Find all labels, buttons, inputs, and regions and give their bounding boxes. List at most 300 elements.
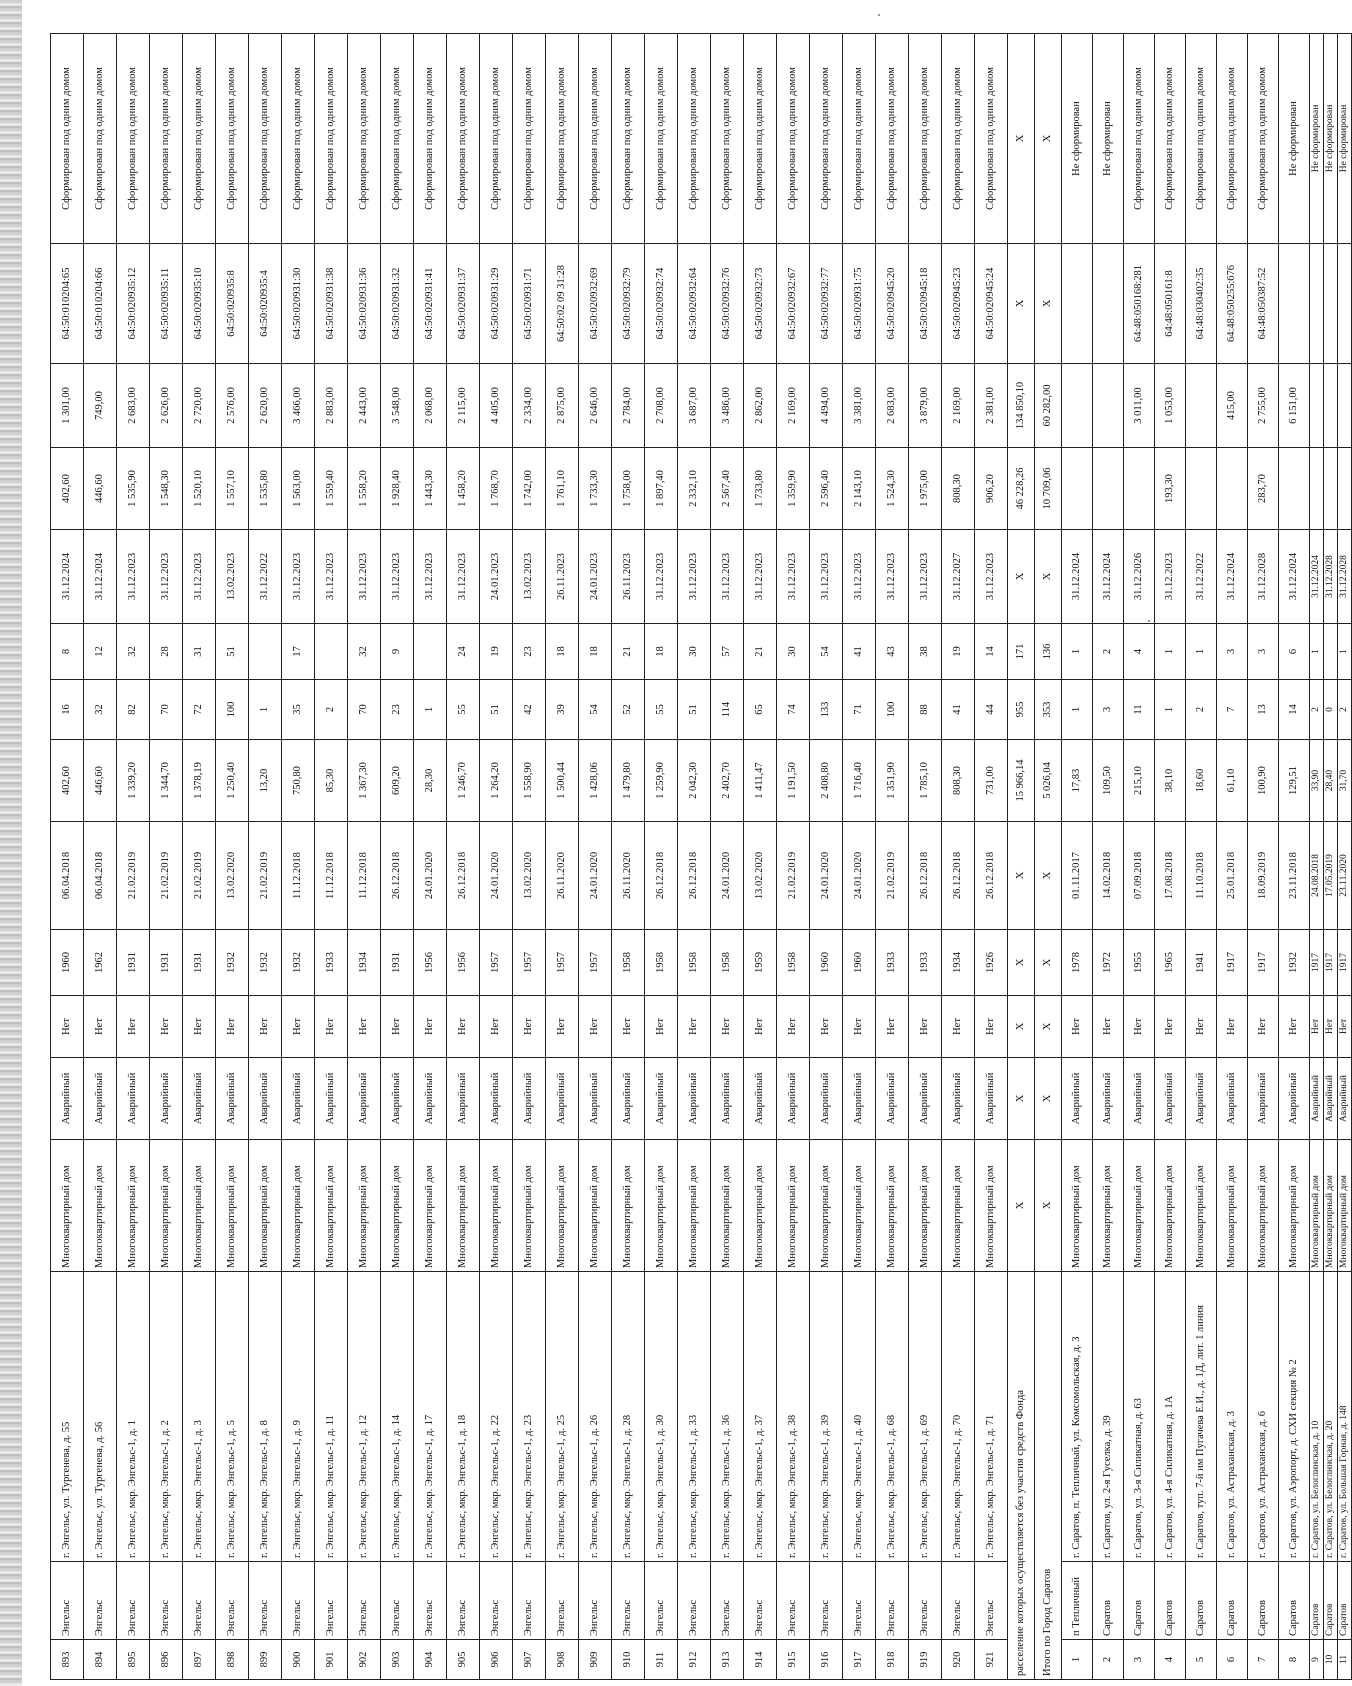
apartments-count-cell: 31 bbox=[183, 624, 216, 680]
row-number-cell: 893 bbox=[51, 1640, 84, 1680]
residents-count-cell: 54 bbox=[579, 680, 612, 740]
condition-cell: Аварийный bbox=[546, 1058, 579, 1140]
cadastre-number-cell: 64:50:020935:8 bbox=[216, 244, 249, 364]
apartments-count-cell: 1 bbox=[1062, 624, 1093, 680]
land-status-cell: Сформирован под одним домом bbox=[447, 34, 480, 244]
city-cell: Энгельс bbox=[315, 1562, 348, 1640]
recognition-date-cell: 24.01.2020 bbox=[579, 822, 612, 930]
summary-x-cell: X bbox=[1035, 930, 1062, 996]
table-row bbox=[645, 34, 678, 1680]
table-row bbox=[942, 34, 975, 1680]
address-cell: г. Саратов, ул. 3-я Силикатная, д. 63 bbox=[1124, 1272, 1155, 1562]
document-page bbox=[50, 34, 1349, 1680]
land-status-cell: Сформирован под одним домом bbox=[1155, 34, 1186, 244]
cadastre-number-cell: 64:50:02 09 31:28 bbox=[546, 244, 579, 364]
year-built-cell: 1932 bbox=[216, 930, 249, 996]
deadline-cell: 31.12.2023 bbox=[1155, 530, 1186, 624]
recognition-date-cell: 24.01.2020 bbox=[711, 822, 744, 930]
apartments-count-cell: 19 bbox=[480, 624, 513, 680]
deadline-cell: 24.01.2023 bbox=[480, 530, 513, 624]
table-row bbox=[909, 34, 942, 1680]
recognition-date-cell: 13.02.2020 bbox=[513, 822, 546, 930]
year-built-cell: 1958 bbox=[777, 930, 810, 996]
cadastre-number-cell: 64:50:020932:79 bbox=[612, 244, 645, 364]
resettled-area-cell: 402,60 bbox=[51, 740, 84, 822]
year-built-cell: 1956 bbox=[414, 930, 447, 996]
building-type-cell: Многоквартирный дом bbox=[1155, 1140, 1186, 1272]
total-area-cell: 193,30 bbox=[1155, 448, 1186, 530]
residents-count-cell: 1 bbox=[1155, 680, 1186, 740]
land-area-cell bbox=[1310, 364, 1324, 448]
condition-cell: Аварийный bbox=[414, 1058, 447, 1140]
total-area-cell bbox=[1279, 448, 1310, 530]
resettled-area-cell: 1 250,40 bbox=[216, 740, 249, 822]
apartments-count-cell: 24 bbox=[447, 624, 480, 680]
residents-count-cell: 114 bbox=[711, 680, 744, 740]
flag-cell: Нет bbox=[876, 996, 909, 1058]
total-area-cell: 1 768,70 bbox=[480, 448, 513, 530]
building-type-cell: Многоквартирный дом bbox=[876, 1140, 909, 1272]
flag-cell: Нет bbox=[51, 996, 84, 1058]
recognition-date-cell: 11.12.2018 bbox=[315, 822, 348, 930]
land-area-cell: 2 683,00 bbox=[117, 364, 150, 448]
residents-count-cell: 88 bbox=[909, 680, 942, 740]
address-cell: г. Саратов, ул. Аэропорт, д. СХИ секция № 2 bbox=[1279, 1272, 1310, 1562]
building-type-cell: Многоквартирный дом bbox=[282, 1140, 315, 1272]
recognition-date-cell: 25.01.2018 bbox=[1217, 822, 1248, 930]
address-cell: г. Энгельс, мкр. Энгельс-1, д. 8 bbox=[249, 1272, 282, 1562]
condition-cell: Аварийный bbox=[942, 1058, 975, 1140]
total-area-cell: 1 559,40 bbox=[315, 448, 348, 530]
recognition-date-cell: 18.09.2019 bbox=[1248, 822, 1279, 930]
year-built-cell: 1931 bbox=[381, 930, 414, 996]
address-cell: г. Энгельс, мкр. Энгельс-1, д. 38 bbox=[777, 1272, 810, 1562]
deadline-cell: 31.12.2023 bbox=[645, 530, 678, 624]
recognition-date-cell: 06.04.2018 bbox=[84, 822, 117, 930]
table-row bbox=[1093, 34, 1124, 1680]
table-row bbox=[810, 34, 843, 1680]
address-cell: г. Энгельс, мкр. Энгельс-1, д. 9 bbox=[282, 1272, 315, 1562]
residents-count-cell: 35 bbox=[282, 680, 315, 740]
land-area-cell: 2 115,00 bbox=[447, 364, 480, 448]
land-area-cell: 749,00 bbox=[84, 364, 117, 448]
residents-count-cell: 55 bbox=[447, 680, 480, 740]
land-area-cell: 3 011,00 bbox=[1124, 364, 1155, 448]
recognition-date-cell: 24.01.2020 bbox=[414, 822, 447, 930]
building-type-cell: Многоквартирный дом bbox=[183, 1140, 216, 1272]
recognition-date-cell: 23.11.2020 bbox=[1338, 822, 1352, 930]
summary-x-cell: X bbox=[1035, 34, 1062, 244]
recognition-date-cell: 13.02.2020 bbox=[744, 822, 777, 930]
land-status-cell: Сформирован под одним домом bbox=[51, 34, 84, 244]
building-type-cell: Многоквартирный дом bbox=[315, 1140, 348, 1272]
cadastre-number-cell bbox=[1062, 244, 1093, 364]
deadline-cell: 31.12.2024 bbox=[1062, 530, 1093, 624]
table-row bbox=[711, 34, 744, 1680]
year-built-cell: 1978 bbox=[1062, 930, 1093, 996]
condition-cell: Аварийный bbox=[1124, 1058, 1155, 1140]
summary-x-cell: X bbox=[1035, 822, 1062, 930]
resettled-area-cell: 109,50 bbox=[1093, 740, 1124, 822]
year-built-cell: 1917 bbox=[1248, 930, 1279, 996]
deadline-cell: 31.12.2023 bbox=[909, 530, 942, 624]
table-row bbox=[480, 34, 513, 1680]
resettled-area-cell: 1 378,19 bbox=[183, 740, 216, 822]
condition-cell: Аварийный bbox=[1310, 1058, 1324, 1140]
residents-count-cell: 51 bbox=[480, 680, 513, 740]
condition-cell: Аварийный bbox=[744, 1058, 777, 1140]
cadastre-number-cell: 64:50:020935:10 bbox=[183, 244, 216, 364]
apartments-count-cell: 17 bbox=[282, 624, 315, 680]
total-area-cell bbox=[1062, 448, 1093, 530]
address-cell: г. Саратов, туп. 7-й им Пугачева Е.И., д. 1Д, лит. 1 линия bbox=[1186, 1272, 1217, 1562]
residents-count-cell: 52 bbox=[612, 680, 645, 740]
year-built-cell: 1960 bbox=[810, 930, 843, 996]
total-area-cell: 1 443,30 bbox=[414, 448, 447, 530]
apartments-count-cell: 1 bbox=[1310, 624, 1324, 680]
table-row bbox=[1217, 34, 1248, 1680]
address-cell: г. Энгельс, мкр. Энгельс-1, д. 26 bbox=[579, 1272, 612, 1562]
deadline-cell: 31.12.2023 bbox=[414, 530, 447, 624]
address-cell: г. Саратов, ул. 2-я Гуселка, д. 39 bbox=[1093, 1272, 1124, 1562]
land-area-cell: 1 053,00 bbox=[1155, 364, 1186, 448]
deadline-cell: 31.12.2024 bbox=[1310, 530, 1324, 624]
building-type-cell: Многоквартирный дом bbox=[1324, 1140, 1338, 1272]
land-status-cell: Сформирован под одним домом bbox=[249, 34, 282, 244]
city-cell: Энгельс bbox=[909, 1562, 942, 1640]
row-number-cell: 896 bbox=[150, 1640, 183, 1680]
deadline-cell: 31.12.2023 bbox=[315, 530, 348, 624]
cadastre-number-cell: 64:50:020931:36 bbox=[348, 244, 381, 364]
condition-cell: Аварийный bbox=[282, 1058, 315, 1140]
apartments-count-cell bbox=[1324, 624, 1338, 680]
summary-row bbox=[1035, 34, 1062, 1680]
total-area-cell: 2 332,10 bbox=[678, 448, 711, 530]
summary-x-cell: X bbox=[1035, 1140, 1062, 1272]
recognition-date-cell: 13.02.2020 bbox=[216, 822, 249, 930]
address-cell: г. Энгельс, мкр. Энгельс-1, д. 3 bbox=[183, 1272, 216, 1562]
year-built-cell: 1933 bbox=[315, 930, 348, 996]
table-row bbox=[1155, 34, 1186, 1680]
residents-count-cell: 13 bbox=[1248, 680, 1279, 740]
resettled-area-cell: 2 408,80 bbox=[810, 740, 843, 822]
recognition-date-cell: 24.01.2020 bbox=[480, 822, 513, 930]
land-status-cell: Сформирован под одним домом bbox=[183, 34, 216, 244]
building-type-cell: Многоквартирный дом bbox=[975, 1140, 1008, 1272]
row-number-cell: 917 bbox=[843, 1640, 876, 1680]
year-built-cell: 1917 bbox=[1217, 930, 1248, 996]
row-number-cell: 901 bbox=[315, 1640, 348, 1680]
city-cell: Энгельс bbox=[216, 1562, 249, 1640]
summary-row bbox=[1008, 34, 1035, 1680]
land-status-cell: Сформирован под одним домом bbox=[942, 34, 975, 244]
row-number-cell: 905 bbox=[447, 1640, 480, 1680]
total-area-cell: 1 928,40 bbox=[381, 448, 414, 530]
address-cell: г. Энгельс, мкр. Энгельс-1, д. 17 bbox=[414, 1272, 447, 1562]
resettled-area-cell: 31,70 bbox=[1338, 740, 1352, 822]
condition-cell: Аварийный bbox=[777, 1058, 810, 1140]
resettled-area-cell: 609,20 bbox=[381, 740, 414, 822]
resettled-area-cell: 1 479,80 bbox=[612, 740, 645, 822]
land-area-cell: 2 755,00 bbox=[1248, 364, 1279, 448]
table-row bbox=[51, 34, 84, 1680]
resettled-area-cell: 38,10 bbox=[1155, 740, 1186, 822]
total-area-cell bbox=[1093, 448, 1124, 530]
building-type-cell: Многоквартирный дом bbox=[810, 1140, 843, 1272]
apartments-count-cell: 54 bbox=[810, 624, 843, 680]
apartments-count-cell: 32 bbox=[117, 624, 150, 680]
land-status-cell: Сформирован под одним домом bbox=[315, 34, 348, 244]
table-row bbox=[381, 34, 414, 1680]
building-type-cell: Многоквартирный дом bbox=[579, 1140, 612, 1272]
deadline-cell: 31.12.2024 bbox=[1093, 530, 1124, 624]
resettled-area-cell: 28,40 bbox=[1324, 740, 1338, 822]
condition-cell: Аварийный bbox=[249, 1058, 282, 1140]
resettled-area-cell: 1 428,06 bbox=[579, 740, 612, 822]
total-area-cell: 1 359,90 bbox=[777, 448, 810, 530]
table-row bbox=[1324, 34, 1338, 1680]
cadastre-number-cell: 64:50:020935:4 bbox=[249, 244, 282, 364]
total-area-cell: 1 733,80 bbox=[744, 448, 777, 530]
apartments-count-cell bbox=[414, 624, 447, 680]
deadline-cell: 31.12.2023 bbox=[348, 530, 381, 624]
residents-count-cell: 0 bbox=[1324, 680, 1338, 740]
city-cell: Энгельс bbox=[810, 1562, 843, 1640]
residents-count-cell: 7 bbox=[1217, 680, 1248, 740]
recognition-date-cell: 17.08.2018 bbox=[1155, 822, 1186, 930]
city-cell: Саратов bbox=[1338, 1562, 1352, 1640]
address-cell: г. Энгельс, мкр. Энгельс-1, д. 14 bbox=[381, 1272, 414, 1562]
year-built-cell: 1958 bbox=[612, 930, 645, 996]
building-type-cell: Многоквартирный дом bbox=[744, 1140, 777, 1272]
deadline-cell: 31.12.2023 bbox=[678, 530, 711, 624]
deadline-cell: 31.12.2026 bbox=[1124, 530, 1155, 624]
condition-cell: Аварийный bbox=[909, 1058, 942, 1140]
residents-count-cell: 82 bbox=[117, 680, 150, 740]
land-area-cell: 4 405,00 bbox=[480, 364, 513, 448]
condition-cell: Аварийный bbox=[1338, 1058, 1352, 1140]
total-area-cell: 1 733,30 bbox=[579, 448, 612, 530]
summary-apartments-cell: 136 bbox=[1035, 624, 1062, 680]
residents-count-cell: 42 bbox=[513, 680, 546, 740]
address-cell: г. Энгельс, мкр. Энгельс-1, д. 40 bbox=[843, 1272, 876, 1562]
apartments-count-cell: 57 bbox=[711, 624, 744, 680]
year-built-cell: 1933 bbox=[876, 930, 909, 996]
resettled-area-cell: 2 402,70 bbox=[711, 740, 744, 822]
residents-count-cell: 74 bbox=[777, 680, 810, 740]
land-status-cell: Сформирован под одним домом bbox=[348, 34, 381, 244]
deadline-cell: 31.12.2023 bbox=[150, 530, 183, 624]
row-number-cell: 899 bbox=[249, 1640, 282, 1680]
land-area-cell: 2 875,00 bbox=[546, 364, 579, 448]
resettled-area-cell: 446,60 bbox=[84, 740, 117, 822]
summary-residents-cell: 353 bbox=[1035, 680, 1062, 740]
row-number-cell: 9 bbox=[1310, 1640, 1324, 1680]
flag-cell: Нет bbox=[645, 996, 678, 1058]
apartments-count-cell: 21 bbox=[612, 624, 645, 680]
year-built-cell: 1957 bbox=[480, 930, 513, 996]
row-number-cell: 914 bbox=[744, 1640, 777, 1680]
recognition-date-cell: 06.04.2018 bbox=[51, 822, 84, 930]
table-row bbox=[447, 34, 480, 1680]
land-status-cell: Не сформирован bbox=[1338, 34, 1352, 244]
apartments-count-cell: 19 bbox=[942, 624, 975, 680]
row-number-cell: 906 bbox=[480, 1640, 513, 1680]
total-area-cell: 808,30 bbox=[942, 448, 975, 530]
table-row bbox=[876, 34, 909, 1680]
land-area-cell bbox=[1338, 364, 1352, 448]
cadastre-number-cell: 64:50:020932:74 bbox=[645, 244, 678, 364]
building-type-cell: Многоквартирный дом bbox=[1186, 1140, 1217, 1272]
cadastre-number-cell bbox=[1279, 244, 1310, 364]
year-built-cell: 1960 bbox=[843, 930, 876, 996]
condition-cell: Аварийный bbox=[216, 1058, 249, 1140]
condition-cell: Аварийный bbox=[1062, 1058, 1093, 1140]
land-area-cell: 2 620,00 bbox=[249, 364, 282, 448]
apartments-count-cell: 2 bbox=[1093, 624, 1124, 680]
address-cell: г. Энгельс, мкр. Энгельс-1, д. 2 bbox=[150, 1272, 183, 1562]
land-status-cell: Сформирован под одним домом bbox=[1248, 34, 1279, 244]
address-cell: г. Энгельс, мкр. Энгельс-1, д. 71 bbox=[975, 1272, 1008, 1562]
land-status-cell: Сформирован под одним домом bbox=[150, 34, 183, 244]
city-cell: Энгельс bbox=[546, 1562, 579, 1640]
recognition-date-cell: 23.11.2018 bbox=[1279, 822, 1310, 930]
row-number-cell: 897 bbox=[183, 1640, 216, 1680]
summary-x-cell: X bbox=[1035, 1058, 1062, 1140]
building-type-cell: Многоквартирный дом bbox=[1338, 1140, 1352, 1272]
land-status-cell: Сформирован под одним домом bbox=[678, 34, 711, 244]
address-cell: г. Энгельс, мкр. Энгельс-1, д. 11 bbox=[315, 1272, 348, 1562]
deadline-cell: 31.12.2022 bbox=[1186, 530, 1217, 624]
condition-cell: Аварийный bbox=[1186, 1058, 1217, 1140]
land-status-cell: Сформирован под одним домом bbox=[480, 34, 513, 244]
total-area-cell: 1 557,10 bbox=[216, 448, 249, 530]
building-type-cell: Многоквартирный дом bbox=[216, 1140, 249, 1272]
residents-count-cell: 11 bbox=[1124, 680, 1155, 740]
residents-count-cell: 65 bbox=[744, 680, 777, 740]
table-row bbox=[348, 34, 381, 1680]
flag-cell: Нет bbox=[348, 996, 381, 1058]
apartments-count-cell: 1 bbox=[1186, 624, 1217, 680]
cadastre-number-cell: 64:50:020935:11 bbox=[150, 244, 183, 364]
building-type-cell: Многоквартирный дом bbox=[1217, 1140, 1248, 1272]
building-type-cell: Многоквартирный дом bbox=[447, 1140, 480, 1272]
resettled-area-cell: 1 785,10 bbox=[909, 740, 942, 822]
residents-count-cell: 72 bbox=[183, 680, 216, 740]
resettled-area-cell: 1 367,30 bbox=[348, 740, 381, 822]
building-type-cell: Многоквартирный дом bbox=[381, 1140, 414, 1272]
year-built-cell: 1957 bbox=[546, 930, 579, 996]
building-type-cell: Многоквартирный дом bbox=[645, 1140, 678, 1272]
row-number-cell: 5 bbox=[1186, 1640, 1217, 1680]
land-area-cell: 2 169,00 bbox=[942, 364, 975, 448]
deadline-cell: 31.12.2023 bbox=[447, 530, 480, 624]
flag-cell: Нет bbox=[513, 996, 546, 1058]
deadline-cell: 31.12.2023 bbox=[381, 530, 414, 624]
deadline-cell: 13.02.2023 bbox=[513, 530, 546, 624]
land-area-cell: 2 626,00 bbox=[150, 364, 183, 448]
cadastre-number-cell: 64:50:020935:12 bbox=[117, 244, 150, 364]
condition-cell: Аварийный bbox=[1279, 1058, 1310, 1140]
address-cell: г. Энгельс, ул. Тургенева, д. 56 bbox=[84, 1272, 117, 1562]
land-status-cell: Сформирован под одним домом bbox=[117, 34, 150, 244]
row-number-cell: 11 bbox=[1338, 1640, 1352, 1680]
year-built-cell: 1934 bbox=[348, 930, 381, 996]
address-cell: г. Энгельс, мкр. Энгельс-1, д. 18 bbox=[447, 1272, 480, 1562]
recognition-date-cell: 01.11.2017 bbox=[1062, 822, 1093, 930]
total-area-cell: 1 535,80 bbox=[249, 448, 282, 530]
total-area-cell: 1 563,00 bbox=[282, 448, 315, 530]
address-cell: г. Энгельс, мкр. Энгельс-1, д. 1 bbox=[117, 1272, 150, 1562]
land-status-cell: Сформирован под одним домом bbox=[216, 34, 249, 244]
table-row bbox=[1062, 34, 1093, 1680]
condition-cell: Аварийный bbox=[447, 1058, 480, 1140]
summary-residents-cell: 955 bbox=[1008, 680, 1035, 740]
condition-cell: Аварийный bbox=[1248, 1058, 1279, 1140]
row-number-cell: 921 bbox=[975, 1640, 1008, 1680]
building-type-cell: Многоквартирный дом bbox=[84, 1140, 117, 1272]
flag-cell: Нет bbox=[117, 996, 150, 1058]
residents-count-cell: 3 bbox=[1093, 680, 1124, 740]
year-built-cell: 1960 bbox=[51, 930, 84, 996]
resettled-area-cell: 1 264,20 bbox=[480, 740, 513, 822]
flag-cell: Нет bbox=[744, 996, 777, 1058]
city-cell: Энгельс bbox=[711, 1562, 744, 1640]
row-number-cell: 900 bbox=[282, 1640, 315, 1680]
flag-cell: Нет bbox=[777, 996, 810, 1058]
resettled-area-cell: 1 246,70 bbox=[447, 740, 480, 822]
address-cell: г. Саратов, ул. Большая Горная, д. 148 bbox=[1338, 1272, 1352, 1562]
city-cell: п Тепличный bbox=[1062, 1562, 1093, 1640]
total-area-cell: 1 761,10 bbox=[546, 448, 579, 530]
cadastre-number-cell: 64:50:010204:66 bbox=[84, 244, 117, 364]
row-number-cell: 895 bbox=[117, 1640, 150, 1680]
year-built-cell: 1956 bbox=[447, 930, 480, 996]
total-area-cell: 1 558,20 bbox=[348, 448, 381, 530]
year-built-cell: 1957 bbox=[579, 930, 612, 996]
cadastre-number-cell: 64:50:020945:20 bbox=[876, 244, 909, 364]
city-cell: Энгельс bbox=[480, 1562, 513, 1640]
residents-count-cell: 51 bbox=[678, 680, 711, 740]
deadline-cell: 31.12.2024 bbox=[1279, 530, 1310, 624]
address-cell: г. Саратов, ул. Белоглинская, д. 20 bbox=[1324, 1272, 1338, 1562]
year-built-cell: 1931 bbox=[117, 930, 150, 996]
residents-count-cell: 100 bbox=[216, 680, 249, 740]
summary-x-cell: X bbox=[1008, 1140, 1035, 1272]
table-row bbox=[744, 34, 777, 1680]
year-built-cell: 1934 bbox=[942, 930, 975, 996]
flag-cell: Нет bbox=[249, 996, 282, 1058]
land-area-cell: 2 443,00 bbox=[348, 364, 381, 448]
apartments-count-cell: 23 bbox=[513, 624, 546, 680]
building-type-cell: Многоквартирный дом bbox=[1124, 1140, 1155, 1272]
summary-x-cell: X bbox=[1008, 996, 1035, 1058]
city-cell: Энгельс bbox=[612, 1562, 645, 1640]
city-cell: Энгельс bbox=[975, 1562, 1008, 1640]
recognition-date-cell: 26.12.2018 bbox=[645, 822, 678, 930]
deadline-cell: 31.12.2023 bbox=[744, 530, 777, 624]
row-number-cell: 7 bbox=[1248, 1640, 1279, 1680]
flag-cell: Нет bbox=[1217, 996, 1248, 1058]
recognition-date-cell: 21.02.2019 bbox=[117, 822, 150, 930]
summary-land-area-cell: 60 282,00 bbox=[1035, 364, 1062, 448]
year-built-cell: 1957 bbox=[513, 930, 546, 996]
row-number-cell: 915 bbox=[777, 1640, 810, 1680]
total-area-cell: 2 567,40 bbox=[711, 448, 744, 530]
deadline-cell: 31.12.2023 bbox=[282, 530, 315, 624]
table-row bbox=[1310, 34, 1324, 1680]
summary-land-area-cell: 134 850,10 bbox=[1008, 364, 1035, 448]
